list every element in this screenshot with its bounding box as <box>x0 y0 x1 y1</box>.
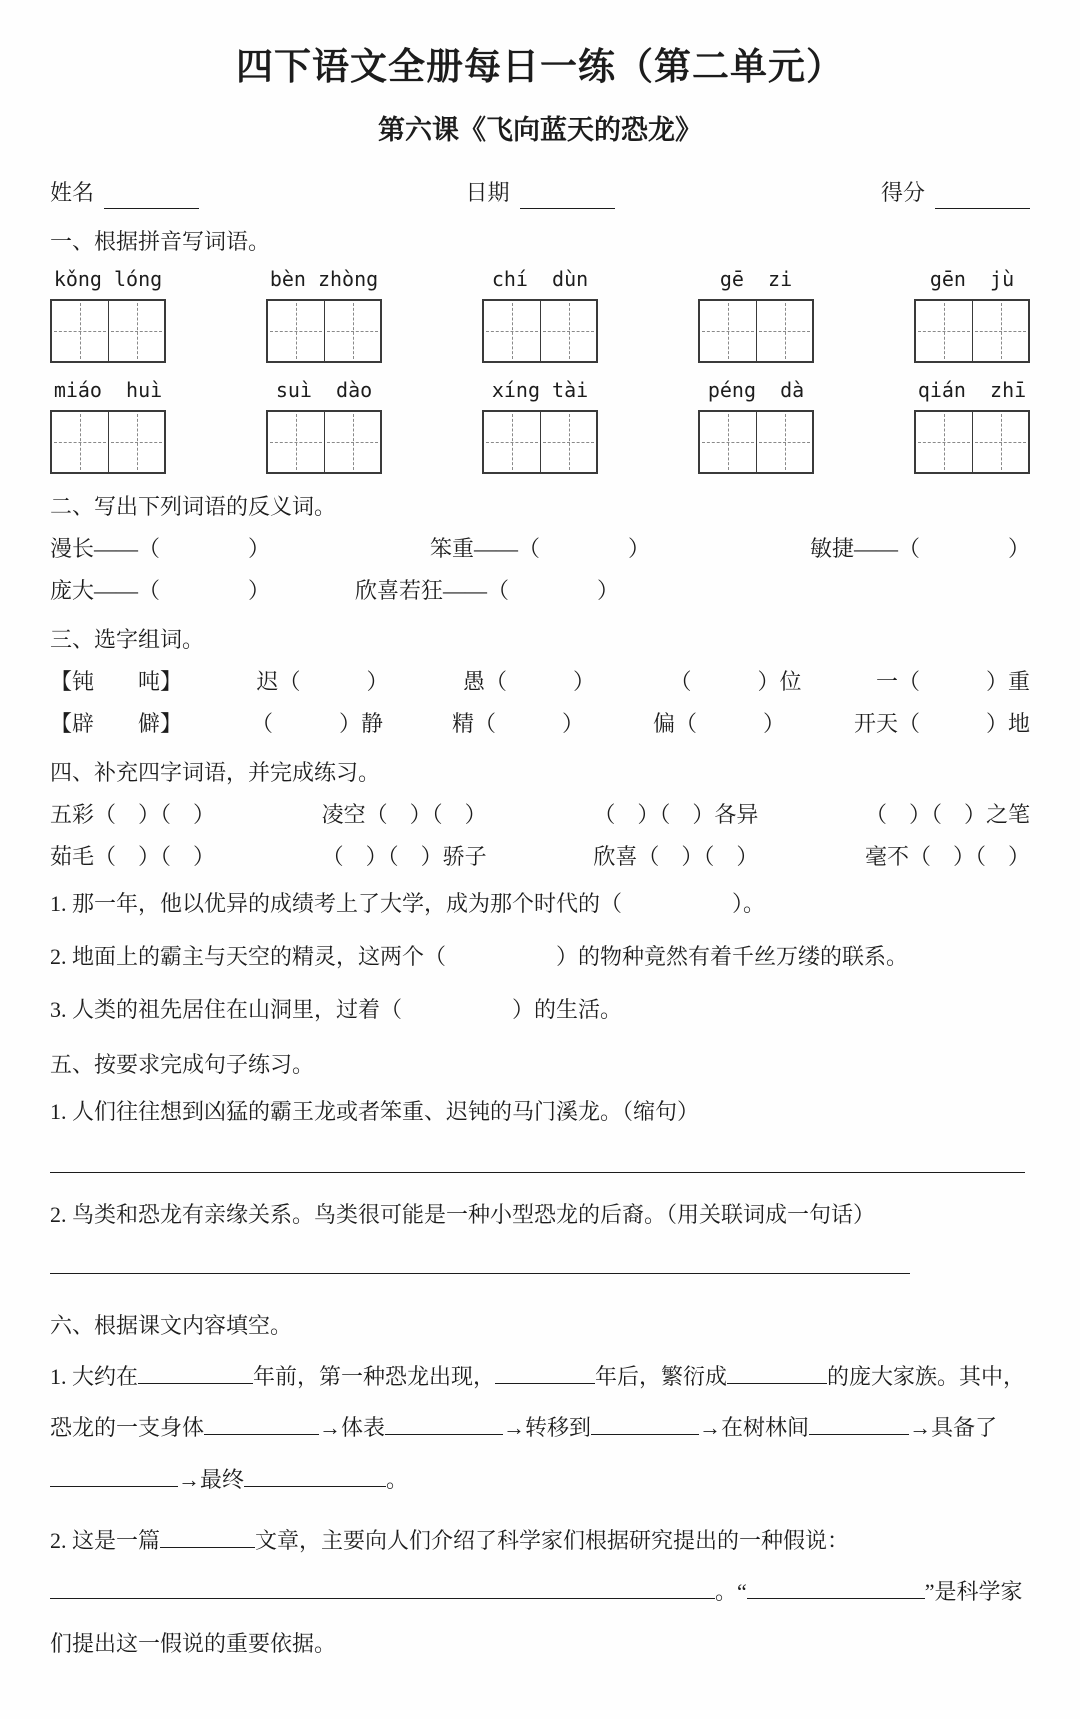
idiom-line-2 <box>50 840 1030 873</box>
grid-cell[interactable] <box>108 412 164 472</box>
pinyin-label: kǒng lóng <box>53 267 163 291</box>
grid-cell[interactable] <box>484 301 540 361</box>
pinyin-label: qián zhī <box>917 378 1027 402</box>
fill-in-blank[interactable] <box>727 1363 827 1384</box>
word-block <box>266 375 382 474</box>
word-block <box>50 375 166 474</box>
pinyin-label: gēn jù <box>929 267 1015 291</box>
word-block <box>482 264 598 363</box>
idiom-line-1 <box>50 798 1030 831</box>
word-block <box>482 375 598 474</box>
fill-in-blank[interactable] <box>809 1414 909 1435</box>
fill-in-blank[interactable] <box>747 1579 925 1600</box>
section3-heading: 三、选字组词。 <box>50 627 205 652</box>
four-char-item[interactable]: 茹毛（ ）（ ） <box>50 844 216 869</box>
name-field <box>50 176 199 209</box>
antonym-line-2 <box>50 574 1030 607</box>
date-field <box>465 176 614 209</box>
word-block <box>698 375 814 474</box>
answer-line <box>50 1152 1030 1179</box>
pinyin-label: suì dào <box>275 378 373 402</box>
grid-cell[interactable] <box>324 301 380 361</box>
fill-in-blank[interactable] <box>385 1414 503 1435</box>
fill-in-blank[interactable] <box>495 1363 595 1384</box>
fill-in-blank[interactable] <box>204 1414 319 1435</box>
writing-grid <box>266 299 382 363</box>
four-char-item[interactable]: 欣喜（ ）（ ） <box>593 844 759 869</box>
antonym-item[interactable]: 笨重——（ ） <box>429 536 650 561</box>
word-block <box>914 264 1030 363</box>
pinyin-label: gē zi <box>719 267 793 291</box>
grid-cell[interactable] <box>540 412 596 472</box>
info-row <box>50 176 1030 209</box>
pinyin-label: miáo huì <box>53 378 163 402</box>
pinyin-label: péng dà <box>707 378 805 402</box>
page-title: 四下语文全册每日一练（第二单元） <box>236 47 844 88</box>
grid-cell[interactable] <box>756 412 812 472</box>
grid-cell[interactable] <box>756 301 812 361</box>
antonym-item[interactable]: 庞大——（ ） <box>50 578 271 603</box>
passage-fill-1: 1. 大约在 年前，第一种恐龙出现， 年后，繁衍成 的庞大家族。其中，恐龙的一支身体 →体表 →转移到 →在树林间 →具备了→最终 。 <box>50 1363 1026 1493</box>
writing-grid <box>482 410 598 474</box>
grid-cell[interactable] <box>700 301 756 361</box>
grid-cell[interactable] <box>540 301 596 361</box>
pinyin-label: xíng tài <box>491 378 589 402</box>
choose-word-item[interactable]: （ ）静 <box>250 711 383 736</box>
grid-cell[interactable] <box>324 412 380 472</box>
pinyin-grid-row-2 <box>50 375 1030 474</box>
four-char-item[interactable]: （ ）（ ）之笔 <box>864 802 1030 827</box>
grid-cell[interactable] <box>972 301 1028 361</box>
choose-word-item[interactable]: 迟（ ） <box>256 669 389 694</box>
grid-cell[interactable] <box>52 301 108 361</box>
writing-grid <box>914 299 1030 363</box>
fill-in-blank[interactable] <box>160 1527 255 1548</box>
fill-in-blank[interactable] <box>244 1466 386 1487</box>
four-char-item[interactable]: 毫不（ ）（ ） <box>864 844 1030 869</box>
antonym-item[interactable]: 敏捷——（ ） <box>809 536 1030 561</box>
date-label: 日期 <box>465 180 510 205</box>
writing-grid <box>914 410 1030 474</box>
date-blank[interactable] <box>520 188 615 209</box>
grid-cell[interactable] <box>268 412 324 472</box>
section4-heading: 四、补充四字词语，并完成练习。 <box>50 760 381 785</box>
section1-heading: 一、根据拼音写词语。 <box>50 229 271 254</box>
word-block <box>50 264 166 363</box>
choose-word-item[interactable]: 开天（ ）地 <box>853 711 1030 736</box>
fill-in-blank[interactable] <box>50 1466 178 1487</box>
name-blank[interactable] <box>104 188 199 209</box>
fill-in-blank[interactable] <box>50 1152 1025 1173</box>
lesson-subtitle: 第六课《飞向蓝天的恐龙》 <box>378 114 702 145</box>
sentence-exercise-2: 2. 鸟类和恐龙有亲缘关系。鸟类很可能是一种小型恐龙的后裔。（用关联词成一句话） <box>50 1189 1030 1292</box>
word-block <box>266 264 382 363</box>
grid-cell[interactable] <box>108 301 164 361</box>
word-block <box>698 264 814 363</box>
pinyin-grid-row-1 <box>50 264 1030 363</box>
fill-in-blank[interactable] <box>591 1414 699 1435</box>
section5-heading: 五、按要求完成句子练习。 <box>50 1052 315 1077</box>
choose-word-item[interactable]: （ ）位 <box>669 669 802 694</box>
choose-word-item[interactable]: 偏（ ） <box>652 711 785 736</box>
four-char-item[interactable]: （ ）（ ）骄子 <box>321 844 487 869</box>
writing-grid <box>482 299 598 363</box>
grid-cell[interactable] <box>916 301 972 361</box>
score-field <box>881 176 1030 209</box>
grid-cell[interactable] <box>972 412 1028 472</box>
antonym-item[interactable]: 欣喜若狂——（ ） <box>355 578 620 603</box>
grid-cell[interactable] <box>484 412 540 472</box>
passage-fill-2: 2. 这是一篇 文章，主要向人们介绍了科学家们根据研究提出的一种假说：。“ ”是科学家们提出这一假说的重要依据。 <box>50 1527 1023 1657</box>
choose-word-item[interactable]: 一（ ）重 <box>875 669 1030 694</box>
grid-cell[interactable] <box>268 301 324 361</box>
writing-grid <box>698 299 814 363</box>
sentence-exercise-1: 1. 人们往往想到凶猛的霸王龙或者笨重、迟钝的马门溪龙。（缩句） <box>50 1099 700 1124</box>
grid-cell[interactable] <box>52 412 108 472</box>
four-char-item[interactable]: 凌空（ ）（ ） <box>321 802 487 827</box>
fill-in-blank[interactable] <box>138 1363 253 1384</box>
choose-word-item[interactable]: 精（ ） <box>451 711 584 736</box>
four-char-item[interactable]: （ ）（ ）各异 <box>593 802 759 827</box>
score-blank[interactable] <box>935 188 1030 209</box>
writing-grid <box>50 299 166 363</box>
score-label: 得分 <box>880 180 925 205</box>
four-char-item[interactable]: 五彩（ ）（ ） <box>50 802 216 827</box>
fill-in-blank[interactable] <box>50 1579 715 1600</box>
character-options: 【钝 吨】 <box>50 669 183 694</box>
pinyin-label: bèn zhòng <box>269 267 379 291</box>
name-label: 姓名 <box>50 180 95 205</box>
antonym-item[interactable]: 漫长——（ ） <box>50 536 271 561</box>
choose-word-line-1 <box>50 665 1030 698</box>
character-options: 【辟 僻】 <box>50 711 183 736</box>
section2-heading: 二、写出下列词语的反义词。 <box>50 494 337 519</box>
writing-grid <box>50 410 166 474</box>
pinyin-label: chí dùn <box>491 267 589 291</box>
section6-heading: 六、根据课文内容填空。 <box>50 1312 293 1338</box>
writing-grid <box>266 410 382 474</box>
fill-in-blank[interactable] <box>50 1253 910 1274</box>
writing-grid <box>698 410 814 474</box>
grid-cell[interactable] <box>700 412 756 472</box>
sentence-fill-2[interactable]: 2. 地面上的霸主与天空的精灵，这两个（ ）的物种竟然有着千丝万缕的联系。 <box>50 944 909 969</box>
grid-cell[interactable] <box>916 412 972 472</box>
choose-word-line-2 <box>50 707 1030 740</box>
antonym-line-1 <box>50 532 1030 565</box>
sentence-fill-1[interactable]: 1. 那一年，他以优异的成绩考上了大学，成为那个时代的（ ）。 <box>50 891 766 916</box>
word-block <box>914 375 1030 474</box>
sentence-fill-3[interactable]: 3. 人类的祖先居住在山洞里，过着（ ）的生活。 <box>50 997 623 1022</box>
choose-word-item[interactable]: 愚（ ） <box>462 669 595 694</box>
